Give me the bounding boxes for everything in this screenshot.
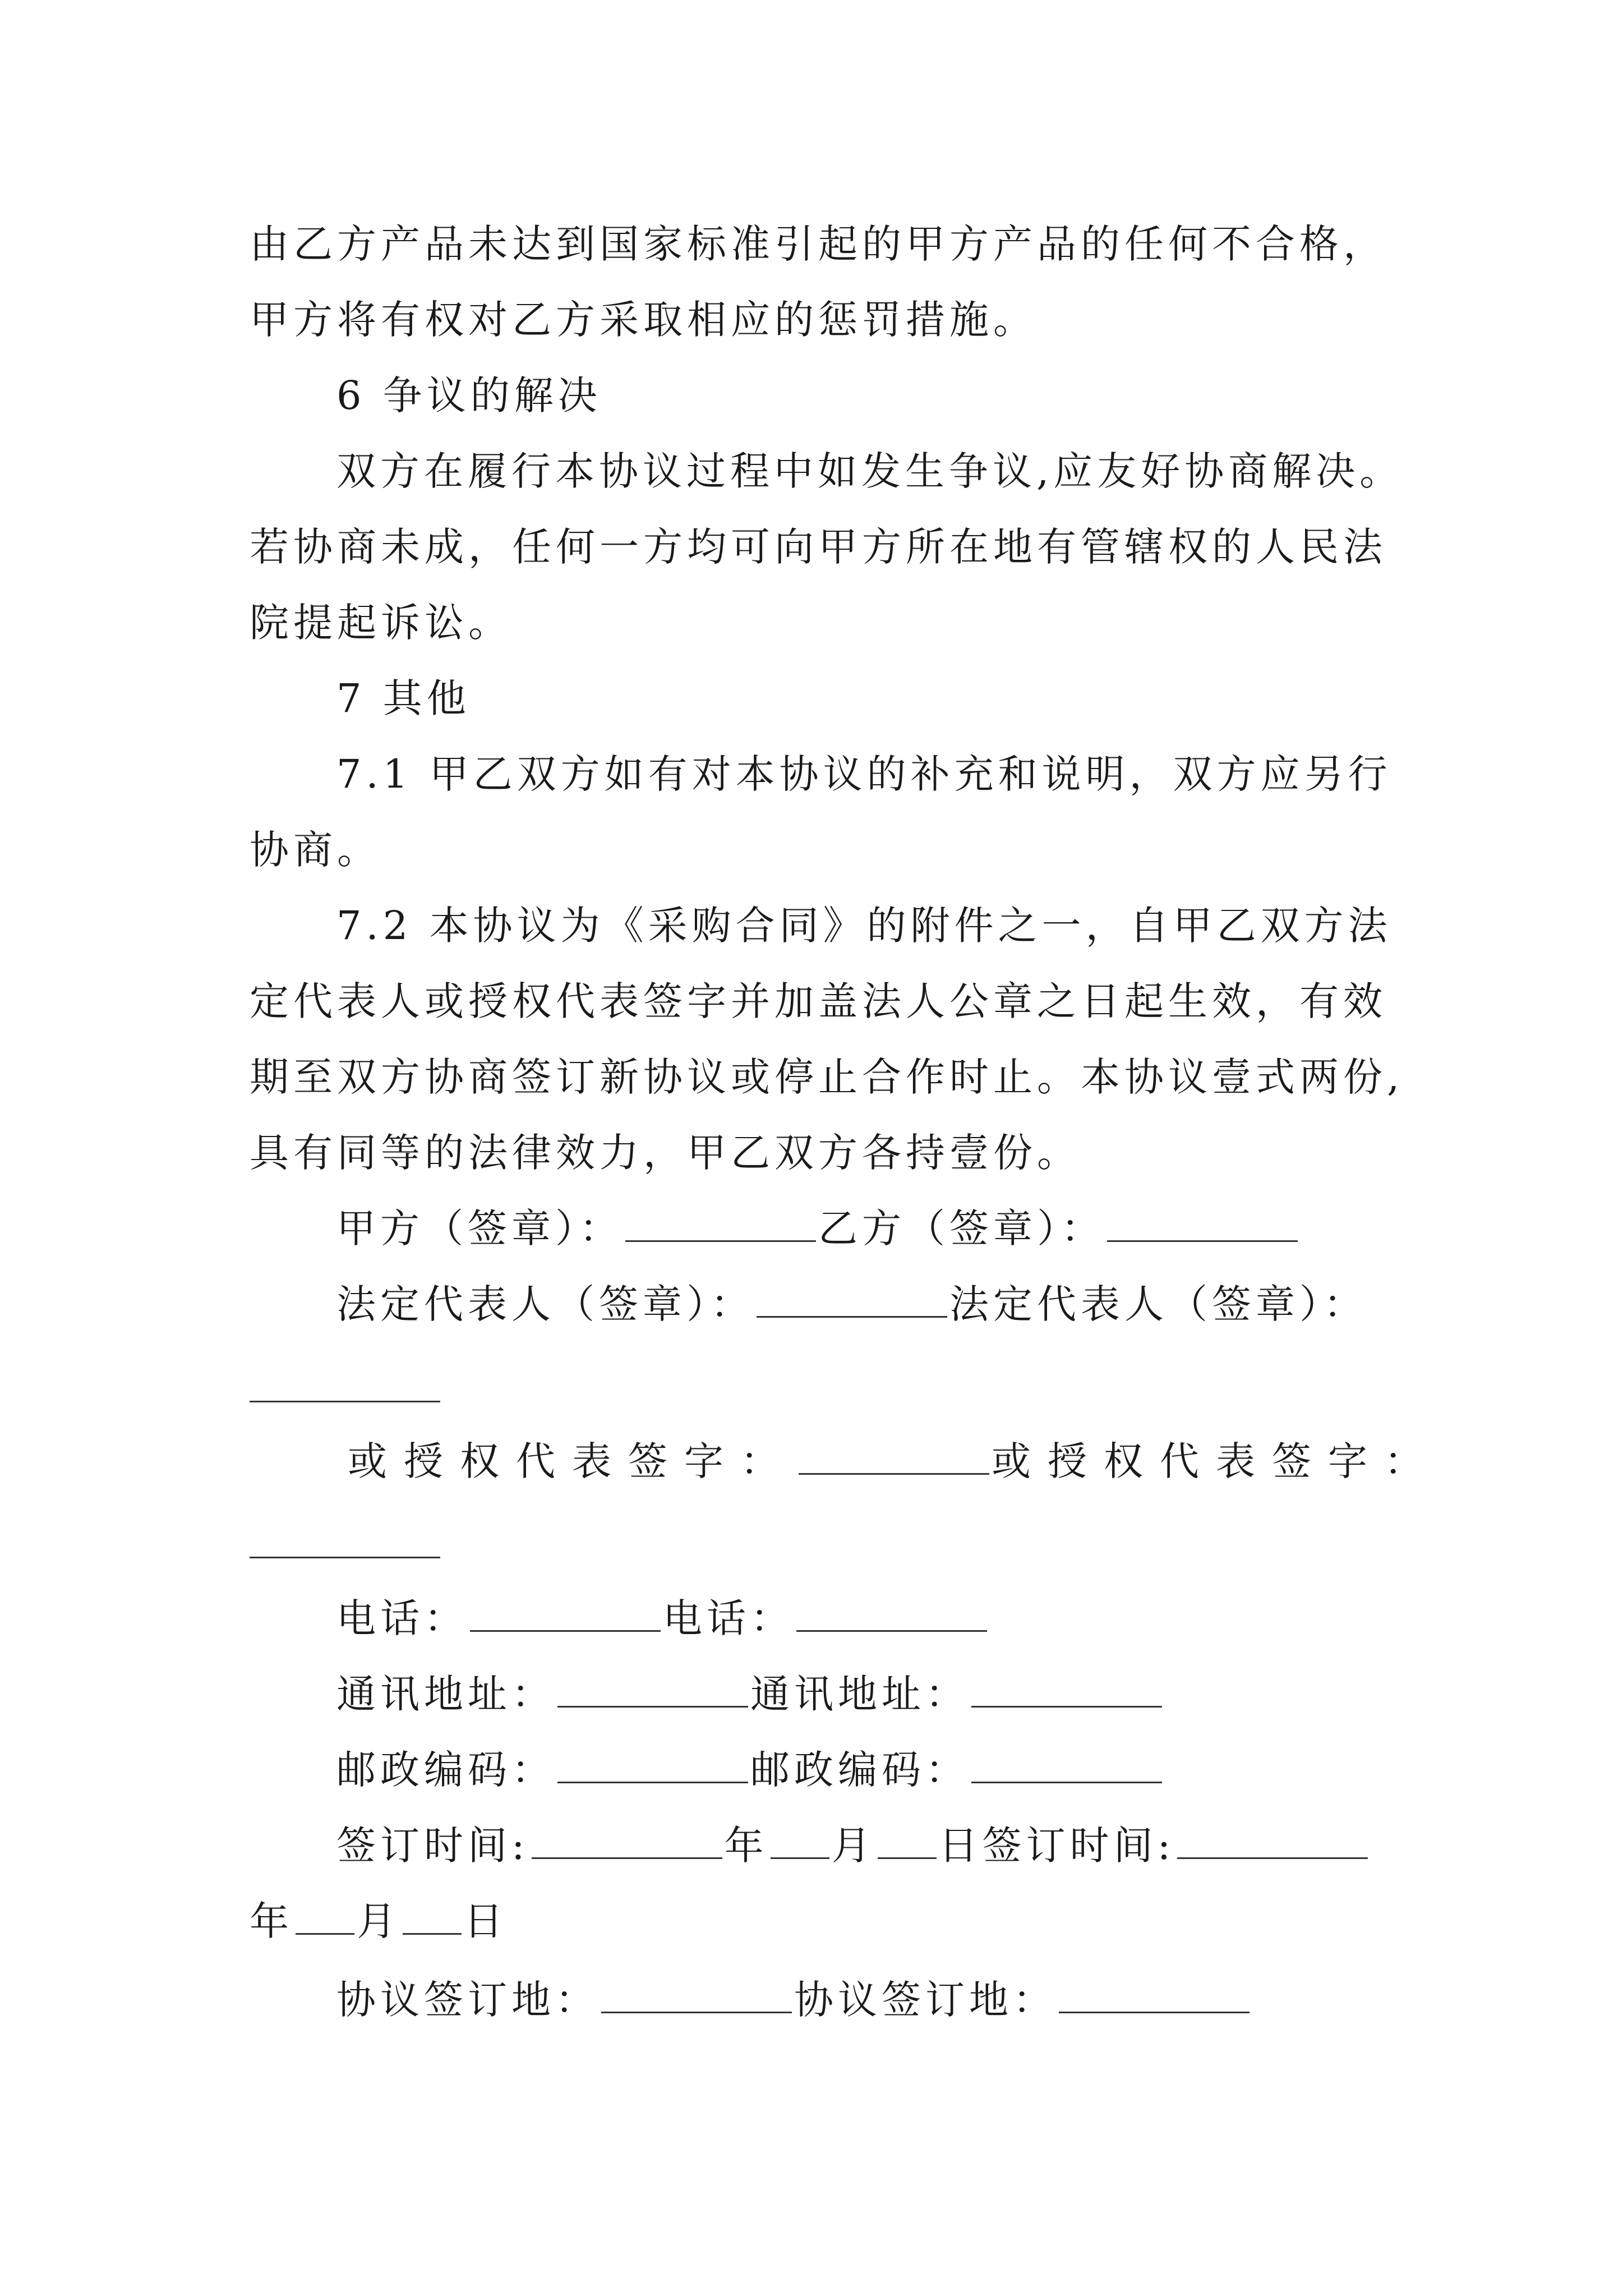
paragraph-line: 甲方将有权对乙方采取相应的惩罚措施。	[250, 297, 1037, 343]
legal-rep-row	[336, 1276, 1367, 1332]
phone-b-label: 电话：	[663, 1595, 794, 1641]
sign-time-a-year-blank[interactable]	[532, 1824, 722, 1859]
day-label: 日	[464, 1898, 508, 1944]
sign-time-b-day-blank[interactable]	[403, 1899, 462, 1935]
legal-rep-b-label: 法定代表人（签章）：	[949, 1281, 1367, 1327]
sign-time-row	[336, 1818, 1370, 1874]
sign-place-b-label: 协议签订地：	[794, 1977, 1057, 2023]
sign-time-a-month-blank[interactable]	[771, 1824, 829, 1859]
sign-place-b-blank[interactable]	[1059, 1978, 1249, 2013]
legal-rep-a-blank[interactable]	[757, 1282, 947, 1318]
paragraph-line: 由乙方产品未达到国家标准引起的甲方产品的任何不合格，	[250, 221, 1387, 267]
month-label: 月	[357, 1898, 400, 1944]
section-heading-6: 6 争议的解决	[336, 372, 602, 418]
authorized-a-label: 或授权代表签字：	[348, 1438, 796, 1484]
party-a-seal-blank[interactable]	[625, 1207, 816, 1242]
address-a-label: 通讯地址：	[336, 1671, 555, 1717]
paragraph-line: 期至双方协商签订新协议或停止合作时止。本协议壹式两份,	[250, 1054, 1404, 1100]
paragraph-line: 若协商未成，任何一方均可向甲方所在地有管辖权的人民法	[250, 524, 1387, 570]
paragraph-line: 双方在履行本协议过程中如发生争议,应友好协商解决。	[336, 448, 1404, 494]
authorized-row	[348, 1433, 1440, 1489]
sign-time-b-label: 签订时间:	[982, 1823, 1175, 1869]
sign-time-b-year-blank[interactable]	[1177, 1824, 1368, 1859]
legal-rep-b-blank[interactable]	[250, 1401, 440, 1402]
party-b-seal-blank[interactable]	[1107, 1207, 1298, 1242]
postcode-b-label: 邮政编码：	[750, 1747, 969, 1793]
paragraph-line: 协商。	[250, 827, 381, 873]
phone-a-blank[interactable]	[470, 1596, 661, 1632]
authorized-b-label: 或授权代表签字：	[992, 1438, 1440, 1484]
postcode-b-blank[interactable]	[971, 1748, 1162, 1783]
sign-place-a-blank[interactable]	[601, 1978, 792, 2013]
paragraph-line: 定代表人或授权代表签字并加盖法人公章之日起生效，有效	[250, 978, 1387, 1024]
party-seal-row	[336, 1200, 1300, 1257]
phone-b-blank[interactable]	[796, 1596, 987, 1632]
sign-time-a-label: 签订时间:	[336, 1823, 529, 1869]
legal-rep-a-label: 法定代表人（签章）：	[336, 1281, 754, 1327]
sign-time-b-date-row	[250, 1893, 508, 1949]
section-heading-7: 7 其他	[336, 675, 471, 721]
address-b-label: 通讯地址：	[750, 1671, 969, 1717]
address-b-blank[interactable]	[971, 1672, 1162, 1708]
address-a-blank[interactable]	[557, 1672, 748, 1708]
year-label: 年	[250, 1898, 293, 1944]
postcode-a-blank[interactable]	[557, 1748, 748, 1783]
party-b-seal-label: 乙方（签章）：	[818, 1205, 1105, 1251]
phone-row	[336, 1590, 989, 1646]
sign-place-a-label: 协议签订地：	[336, 1977, 599, 2023]
postcode-row	[336, 1742, 1164, 1798]
party-a-seal-label: 甲方（签章）：	[336, 1205, 623, 1251]
paragraph-line: 具有同等的法律效力，甲乙双方各持壹份。	[250, 1130, 1081, 1176]
year-label: 年	[724, 1823, 768, 1869]
sign-time-b-month-blank[interactable]	[296, 1899, 354, 1935]
sign-place-row	[336, 1972, 1252, 2028]
paragraph-line: 院提起诉讼。	[250, 600, 512, 646]
address-row	[336, 1666, 1164, 1722]
authorized-b-blank[interactable]	[250, 1557, 440, 1558]
authorized-a-blank[interactable]	[799, 1439, 989, 1475]
day-label: 日	[938, 1823, 983, 1869]
sign-time-a-day-blank[interactable]	[878, 1824, 937, 1859]
paragraph-line: 7.2 本协议为《采购合同》的附件之一，自甲乙双方法	[336, 903, 1392, 949]
phone-a-label: 电话：	[336, 1595, 468, 1641]
paragraph-line: 7.1 甲乙双方如有对本协议的补充和说明，双方应另行	[336, 751, 1392, 797]
month-label: 月	[831, 1823, 875, 1869]
postcode-a-label: 邮政编码：	[336, 1747, 555, 1793]
